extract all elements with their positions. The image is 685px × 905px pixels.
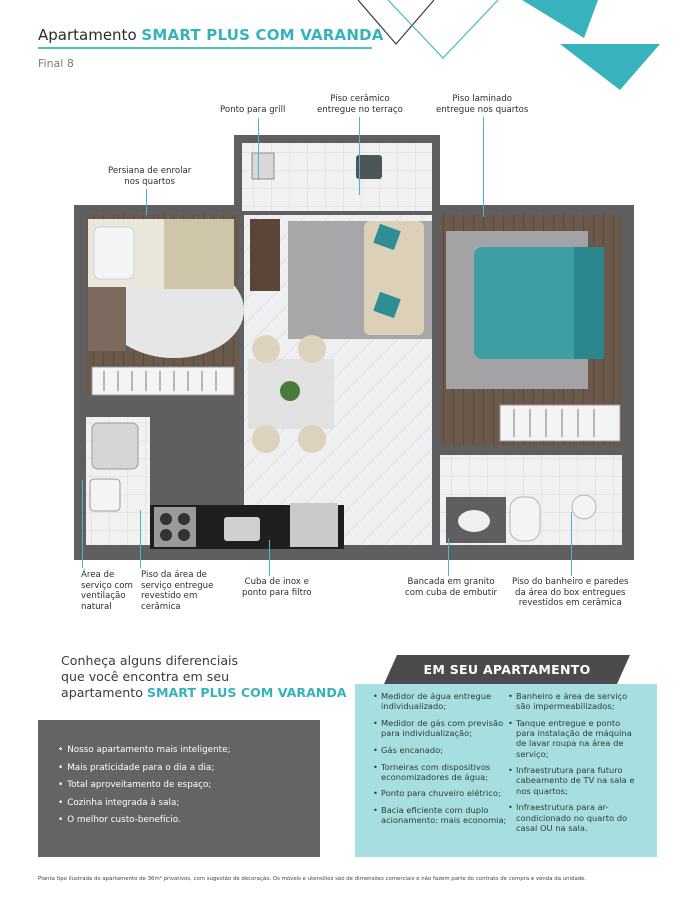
floor-plan-illustration [74, 135, 634, 560]
feature-item: • Infraestrutura para futuro cabeamento de TV na sala e nos quartos; [508, 765, 636, 796]
title-accent: SMART PLUS COM VARANDA [141, 26, 384, 44]
callout-laminate-line1: Piso laminado [452, 94, 513, 104]
features-tab-notch-right [617, 655, 630, 684]
highlight-item: • Nosso apartamento mais inteligente; [58, 742, 320, 760]
callout-service-floor-line4: cerâmica [141, 601, 181, 612]
feature-item: • Infraestrutura para ar-condicionado no quarto do casal OU na sala. [508, 802, 636, 833]
header-triangles-decoration [330, 0, 685, 100]
callout-blinds-line1: Persiana de enrolar [108, 166, 192, 176]
unit-subtitle: Final 8 [38, 57, 74, 70]
title-prefix: Apartamento [38, 26, 137, 44]
feature-item: • Medidor de gás com previsão para individualização; [373, 718, 511, 738]
callout-terrace-floor [317, 94, 403, 115]
highlights-box [38, 720, 320, 857]
callout-bath-line1: Piso do banheiro e paredes [512, 577, 629, 587]
callout-terrace-floor-line1: Piso cerâmico [330, 94, 390, 104]
callout-granite-line1: Bancada em granito [407, 577, 495, 587]
callout-service-area [81, 570, 133, 612]
callout-grill-leader [258, 118, 259, 180]
feature-item: • Gás encanado; [373, 745, 511, 755]
callout-service-floor [141, 570, 213, 612]
callout-grill-text: Ponto para grill [220, 105, 286, 115]
callout-service-area-line1: Área de [81, 570, 115, 580]
feature-item: • Tanque entregue e ponto para instalação de máquina de lavar roupa na área de serviço; [508, 718, 636, 759]
highlight-item: • Mais praticidade para o dia a dia; [58, 760, 320, 778]
callout-service-area-line4: natural [81, 601, 112, 612]
features-right-column [508, 691, 636, 839]
callout-service-floor-leader [140, 510, 141, 568]
callout-service-area-leader [82, 480, 83, 568]
callout-blinds-line2: nos quartos [124, 176, 175, 187]
highlight-item: • Cozinha integrada à sala; [58, 795, 320, 813]
callout-granite-leader [448, 538, 449, 576]
callout-granite [405, 577, 497, 598]
features-box [355, 684, 657, 857]
callout-terrace-floor-leader [359, 117, 360, 195]
intro-text [61, 653, 347, 701]
intro-line2: que você encontra em seu [61, 669, 230, 684]
callout-blinds-leader [146, 189, 147, 215]
callout-bath-leader [571, 512, 572, 576]
legal-footnote: Planta tipo ilustrada do apartamento de 36m² privativos, com sugestão de decoração. Os móveis e utensílios são de dimensões comerciais e não fazem parte do contrato de compra e venda da unidade. [38, 876, 587, 882]
callout-granite-line2: com cuba de embutir [405, 587, 498, 598]
callout-sink-line1: Cuba de inox e [244, 577, 309, 587]
highlights-list [38, 720, 320, 830]
intro-line3-accent: SMART PLUS COM VARANDA [146, 685, 347, 700]
callout-service-floor-line3: revestido em [141, 591, 198, 601]
title-underline [38, 47, 372, 49]
callout-laminate-line2: entregue nos quartos [436, 104, 529, 115]
callout-service-floor-line2: serviço entregue [141, 580, 214, 591]
intro-line1: Conheça alguns diferenciais [61, 653, 239, 668]
features-tab-notch-left [384, 655, 397, 684]
callout-sink-line2: ponto para filtro [242, 587, 312, 598]
intro-line3-prefix: apartamento [61, 685, 143, 700]
callout-sink [242, 577, 312, 598]
callout-bath-line3: revestidos em cerâmica [518, 598, 622, 608]
features-left-column [373, 691, 511, 832]
callout-service-area-line2: serviço com [81, 580, 133, 591]
callout-terrace-floor-line2: entregue no terraço [317, 104, 403, 115]
feature-item: • Banheiro e área de serviço são impermeabilizados; [508, 691, 636, 711]
callout-bath-line2: da área do box entregues [515, 587, 626, 598]
callout-laminate [436, 94, 528, 115]
page-title [38, 26, 384, 44]
feature-item: • Medidor de água entregue individualizado; [373, 691, 511, 711]
features-tab-label: EM SEU APARTAMENTO [397, 655, 617, 684]
highlight-item: • O melhor custo-benefício. [58, 812, 320, 830]
feature-item: • Bacia eficiente com duplo acionamento: mais economia; [373, 805, 511, 825]
feature-item: • Ponto para chuveiro elétrico; [373, 788, 511, 798]
callout-sink-leader [269, 540, 270, 576]
callout-laminate-leader [483, 117, 484, 217]
callout-bath [512, 577, 629, 609]
callout-grill [220, 105, 285, 116]
highlight-item: • Total aproveitamento de espaço; [58, 777, 320, 795]
callout-blinds [108, 166, 191, 187]
callout-service-floor-line1: Piso da área de [141, 570, 207, 580]
callout-service-area-line3: ventilação [81, 591, 126, 601]
intro-line3 [61, 685, 347, 701]
feature-item: • Torneiras com dispositivos economizadores de água; [373, 762, 511, 782]
